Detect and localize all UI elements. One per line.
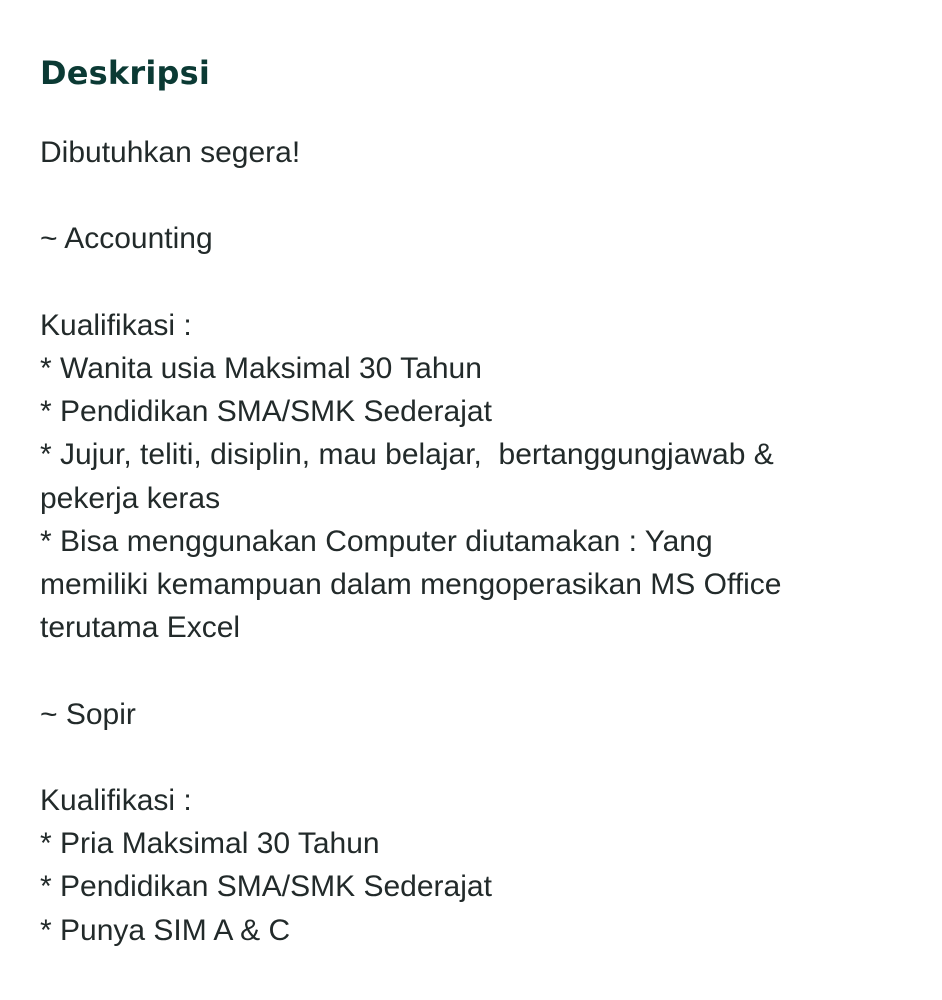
section-title: Deskripsi [40, 54, 211, 92]
intro-text: Dibutuhkan segera! [40, 136, 301, 169]
qualification-line: * Wanita usia Maksimal 30 Tahun [40, 351, 482, 385]
qualification-line: * Jujur, teliti, disiplin, mau belajar, bertanggungjawab & [40, 438, 774, 472]
blank-line [40, 261, 902, 304]
qualification-line: * Pria Maksimal 30 Tahun [40, 827, 380, 861]
qualifications-label: Kualifikasi : [40, 308, 192, 342]
qualifications-label: Kualifikasi : [40, 783, 192, 817]
blank-line [40, 736, 902, 779]
blank-line [40, 174, 902, 217]
qualification-line: pekerja keras [40, 481, 221, 515]
qualification-line: * Pendidikan SMA/SMK Sederajat [40, 870, 492, 904]
qualification-line: * Pendidikan SMA/SMK Sederajat [40, 395, 492, 429]
qualification-line: memiliki kemampuan dalam mengoperasikan MS Office [40, 568, 782, 601]
qualification-line: terutama Excel [40, 611, 241, 645]
job-position-accounting: ~ Accounting [40, 222, 213, 256]
description-body [40, 131, 902, 952]
qualification-line: * Bisa menggunakan Computer diutamakan : Yang [40, 524, 713, 558]
qualification-line: * Punya SIM A & C [40, 913, 291, 947]
job-position-sopir: ~ Sopir [40, 697, 136, 731]
blank-line [40, 649, 902, 692]
